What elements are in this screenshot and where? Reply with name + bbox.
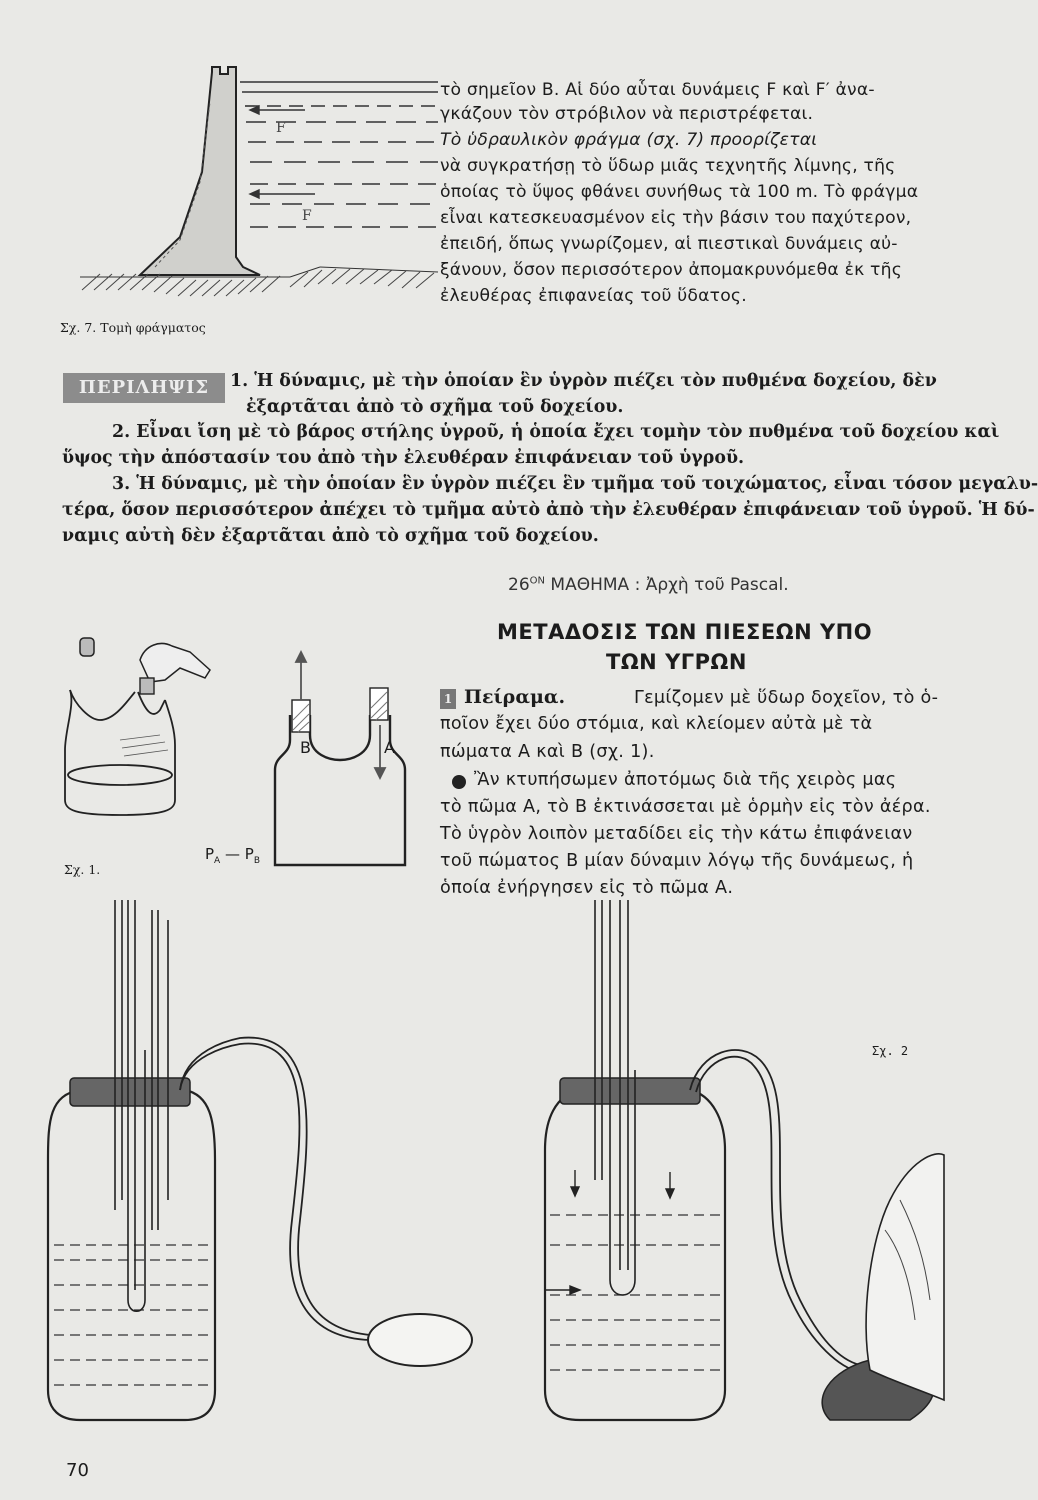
fig1-caption: Σχ. 1. <box>64 862 101 877</box>
text-line: πώματα Α καὶ Β (σχ. 1). <box>440 742 655 762</box>
text-line: Τὸ ὑγρὸν λοιπὸν μεταδίδει εἰς τὴν κάτω ἐπιφάνειαν <box>440 824 913 844</box>
summary-line: 2. Εἶναι ἴση μὲ τὸ βάρος στήλης ὑγροῦ, ἡ ὁποία ἔχει τομὴν τὸν πυθμένα τοῦ δοχείου καὶ <box>112 422 1000 442</box>
text-line: τοῦ πώματος Β μίαν δύναμιν λόγῳ τῆς δυνάμεως, ἡ <box>440 851 914 871</box>
text-line: εἶναι κατεσκευασμένον εἰς τὴν βάσιν του παχύτερον, <box>440 208 912 228</box>
summary-line: ναμις αὐτὴ δὲν ἐξαρτᾶται ἀπὸ τὸ σχῆμα τοῦ δοχείου. <box>62 526 599 546</box>
text-line: τὸ σημεῖον Β. Αἱ δύο αὗται δυνάμεις F καὶ F′ ἀνα- <box>440 80 875 100</box>
lesson-number-sup: ΟΝ <box>529 575 545 587</box>
lesson-header <box>508 575 789 595</box>
text-line: νὰ συγκρατήσῃ τὸ ὕδωρ μιᾶς τεχνητῆς λίμνης, τῆς <box>440 156 896 176</box>
text-line: ἐλευθέρας ἐπιφανείας τοῦ ὕδατος. <box>440 286 747 306</box>
dam-figure <box>60 62 440 322</box>
fig7-caption: Σχ. 7. Τομὴ φράγματος <box>60 320 206 335</box>
fig2-caption: Σχ. 2 <box>872 1044 909 1058</box>
lesson-title-line1: ΜΕΤΑΔΟΣΙΣ ΤΩΝ ΠΙΕΣΕΩΝ ΥΠΟ <box>497 620 873 644</box>
lesson-rest: ΜΑΘΗΜΑ : Ἀρχὴ τοῦ Pascal. <box>545 575 789 595</box>
text-line: ὁποία ἐνήργησεν εἰς τὸ πῶμα Α. <box>440 878 734 898</box>
summary-line: ὕψος τὴν ἀπόστασίν του ἀπὸ τὴν ἐλευθέραν ἐπιφάνειαν τοῦ ὑγροῦ. <box>62 448 745 468</box>
text-line: Τὸ ὑδραυλικὸν φράγμα (σχ. 7) προορίζεται <box>440 130 818 150</box>
text-line: ξάνουν, ὅσον περισσότερον ἀπομακρυνόμεθα ἐκ τῆς <box>440 260 902 280</box>
text-line: γκάζουν τὸν στρόβιλον νὰ περιστρέφεται. <box>440 104 814 124</box>
lesson-title-line2: ΤΩΝ ΥΓΡΩΝ <box>606 650 747 674</box>
lesson-number: 26 <box>508 575 530 595</box>
fig7-label-f2: F <box>302 208 312 224</box>
fig1-label-a: A <box>384 738 395 757</box>
page-number: 70 <box>66 1460 89 1481</box>
experiment-heading: Πείραμα. <box>464 686 566 708</box>
summary-line: 1. Ἡ δύναμις, μὲ τὴν ὁποίαν ἓν ὑγρὸν πιέζει τὸν πυθμένα δοχείου, δὲν <box>230 371 937 391</box>
experiment-number: 1 <box>440 689 456 709</box>
fig2-drawing <box>40 900 944 1440</box>
text-line: Γεμίζομεν μὲ ὕδωρ δοχεῖον, τὸ ὁ- <box>634 688 939 708</box>
summary-line: τέρα, ὅσον περισσότερον ἀπέχει τὸ τμῆμα αὐτὸ ἀπὸ τὴν ἐλευθέραν ἐπιφάνειαν τοῦ ὑγροῦ. Ἡ δύ- <box>62 500 1035 520</box>
bullet-icon <box>452 775 466 789</box>
fig7-label-f1: F <box>276 120 286 136</box>
text-line: ἐπειδή, ὅπως γνωρίζομεν, αἱ πιεστικαὶ δυνάμεις αὐ- <box>440 234 898 254</box>
summary-line: 3. Ἡ δύναμις, μὲ τὴν ὁποίαν ἓν ὑγρὸν πιέζει ἓν τμῆμα τοῦ τοιχώματος, εἶναι τόσον μεγαλυ- <box>112 474 1038 494</box>
text-line: τὸ πῶμα Α, τὸ Β ἐκτινάσσεται μὲ ὁρμὴν εἰς τὸν ἀέρα. <box>440 797 931 817</box>
fig1-pressure-eq: $P_A$ — $P_B$ <box>205 845 260 866</box>
text-line: ποῖον ἔχει δύο στόμια, καὶ κλείομεν αὐτὰ μὲ τὰ <box>440 714 873 734</box>
summary-badge: ΠΕΡΙΛΗΨΙΣ <box>63 373 225 403</box>
fig1-label-b: B <box>300 738 311 757</box>
text-line: Ἂν κτυπήσωμεν ἀποτόμως διὰ τῆς χειρὸς μας <box>474 770 897 790</box>
text-line: ὁποίας τὸ ὕψος φθάνει συνήθως τὰ 100 m. Τὸ φράγμα <box>440 182 919 202</box>
summary-line: ἐξαρτᾶται ἀπὸ τὸ σχῆμα τοῦ δοχείου. <box>246 397 624 417</box>
